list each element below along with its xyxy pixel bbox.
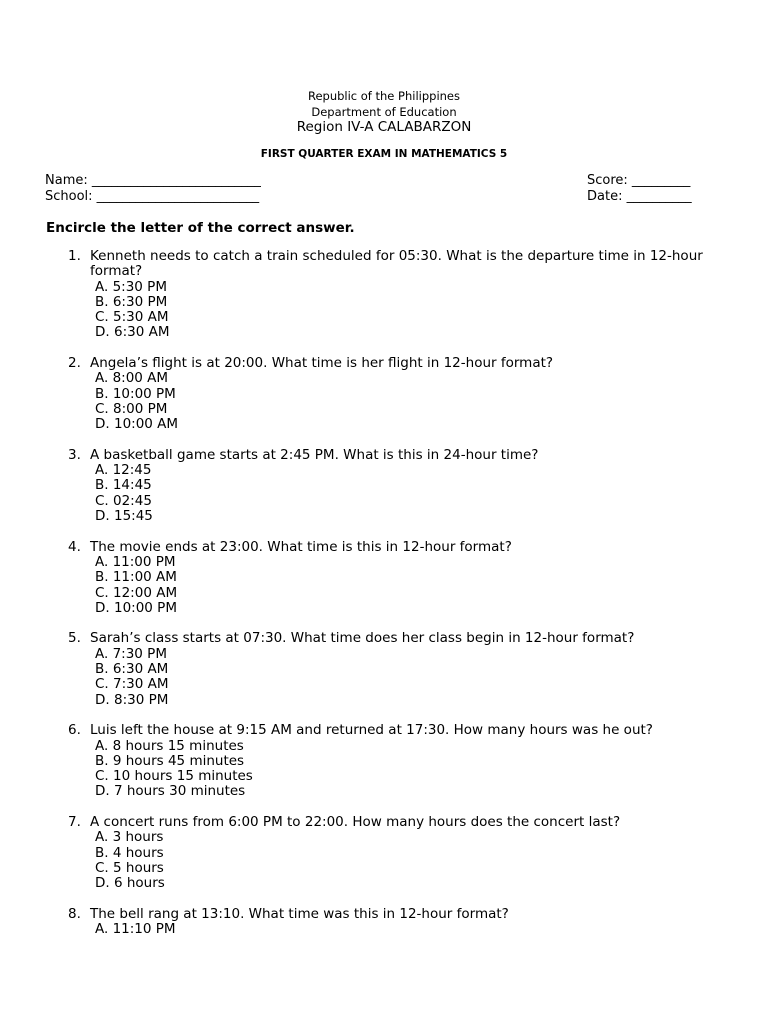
answer-choice: B. 9 hours 45 minutes xyxy=(95,752,245,769)
question-list xyxy=(68,249,748,953)
answer-choice: D. 7 hours 30 minutes xyxy=(95,783,246,800)
exam-title: FIRST QUARTER EXAM IN MATHEMATICS 5 xyxy=(260,148,508,160)
answer-choice: A. 11:00 PM xyxy=(95,553,176,570)
name-field: Name: __________________________ xyxy=(45,173,261,188)
question-number: 3. xyxy=(68,446,81,463)
question-text: Kenneth needs to catch a train scheduled for 05:30. What is the departure time in 12-hour format? xyxy=(90,248,703,280)
header-region: Region IV-A CALABARZON xyxy=(296,119,472,135)
answer-choice: C. 5:30 AM xyxy=(95,309,169,326)
answer-choice: C. 12:00 AM xyxy=(95,584,178,601)
question-number: 1. xyxy=(68,248,81,264)
answer-choice: A. 8 hours 15 minutes xyxy=(95,737,244,754)
answer-choice: C. 8:00 PM xyxy=(95,400,168,417)
header-department: Department of Education xyxy=(311,105,457,119)
answer-choice: D. 8:30 PM xyxy=(95,691,169,708)
answer-choice: A. 8:00 AM xyxy=(95,370,169,387)
question-number: 2. xyxy=(68,355,81,372)
answer-choice: B. 10:00 PM xyxy=(95,385,176,402)
answer-choice: C. 10 hours 15 minutes xyxy=(95,768,253,785)
answer-choice: D. 6 hours xyxy=(95,875,165,892)
question-item xyxy=(68,356,748,432)
question-text: The bell rang at 13:10. What time was this in 12-hour format? xyxy=(90,905,509,922)
answer-choice: D. 10:00 AM xyxy=(95,416,179,433)
answer-choice: B. 11:00 AM xyxy=(95,569,177,586)
answer-choice: D. 6:30 AM xyxy=(95,324,170,341)
question-text: Luis left the house at 9:15 AM and returned at 17:30. How many hours was he out? xyxy=(90,722,653,739)
answer-choice: C. 02:45 xyxy=(95,492,152,509)
question-text: Sarah’s class starts at 07:30. What time does her class begin in 12-hour format? xyxy=(90,630,635,647)
instruction: Encircle the letter of the correct answer. xyxy=(46,220,355,236)
date-field: Date: __________ xyxy=(587,189,692,204)
question-text: A basketball game starts at 2:45 PM. What is this in 24-hour time? xyxy=(90,446,539,463)
answer-choice: B. 14:45 xyxy=(95,477,152,494)
question-text: A concert runs from 6:00 PM to 22:00. How many hours does the concert last? xyxy=(90,813,621,830)
answer-choice: A. 5:30 PM xyxy=(95,278,167,295)
question-text: The movie ends at 23:00. What time is this in 12-hour format? xyxy=(90,538,512,555)
answer-choice: A. 3 hours xyxy=(95,829,164,846)
answer-choice: A. 12:45 xyxy=(95,462,152,479)
question-number: 4. xyxy=(68,538,81,555)
header-republic: Republic of the Philippines xyxy=(307,89,461,103)
answer-choice: A. 11:10 PM xyxy=(95,921,176,938)
question-number: 5. xyxy=(68,630,81,647)
answer-choice: B. 6:30 AM xyxy=(95,661,169,678)
question-number: 6. xyxy=(68,722,81,739)
answer-choice: C. 7:30 AM xyxy=(95,676,169,693)
question-item xyxy=(68,249,748,341)
score-field: Score: _________ xyxy=(587,173,691,188)
answer-choice: D. 15:45 xyxy=(95,508,153,525)
answer-choice: B. 6:30 PM xyxy=(95,293,168,310)
question-item xyxy=(68,631,748,707)
answer-choice: A. 7:30 PM xyxy=(95,645,167,662)
answer-choice: D. 10:00 PM xyxy=(95,599,177,616)
question-item xyxy=(68,448,748,524)
question-item xyxy=(68,540,748,616)
school-field: School: _________________________ xyxy=(45,189,260,204)
answer-choice: C. 5 hours xyxy=(95,859,164,876)
question-number: 8. xyxy=(68,905,81,922)
question-item xyxy=(68,907,748,938)
answer-choice: B. 4 hours xyxy=(95,844,164,861)
question-item xyxy=(68,815,748,891)
question-number: 7. xyxy=(68,813,81,830)
question-item xyxy=(68,723,748,799)
question-text: Angela’s flight is at 20:00. What time is her flight in 12-hour format? xyxy=(90,355,554,372)
